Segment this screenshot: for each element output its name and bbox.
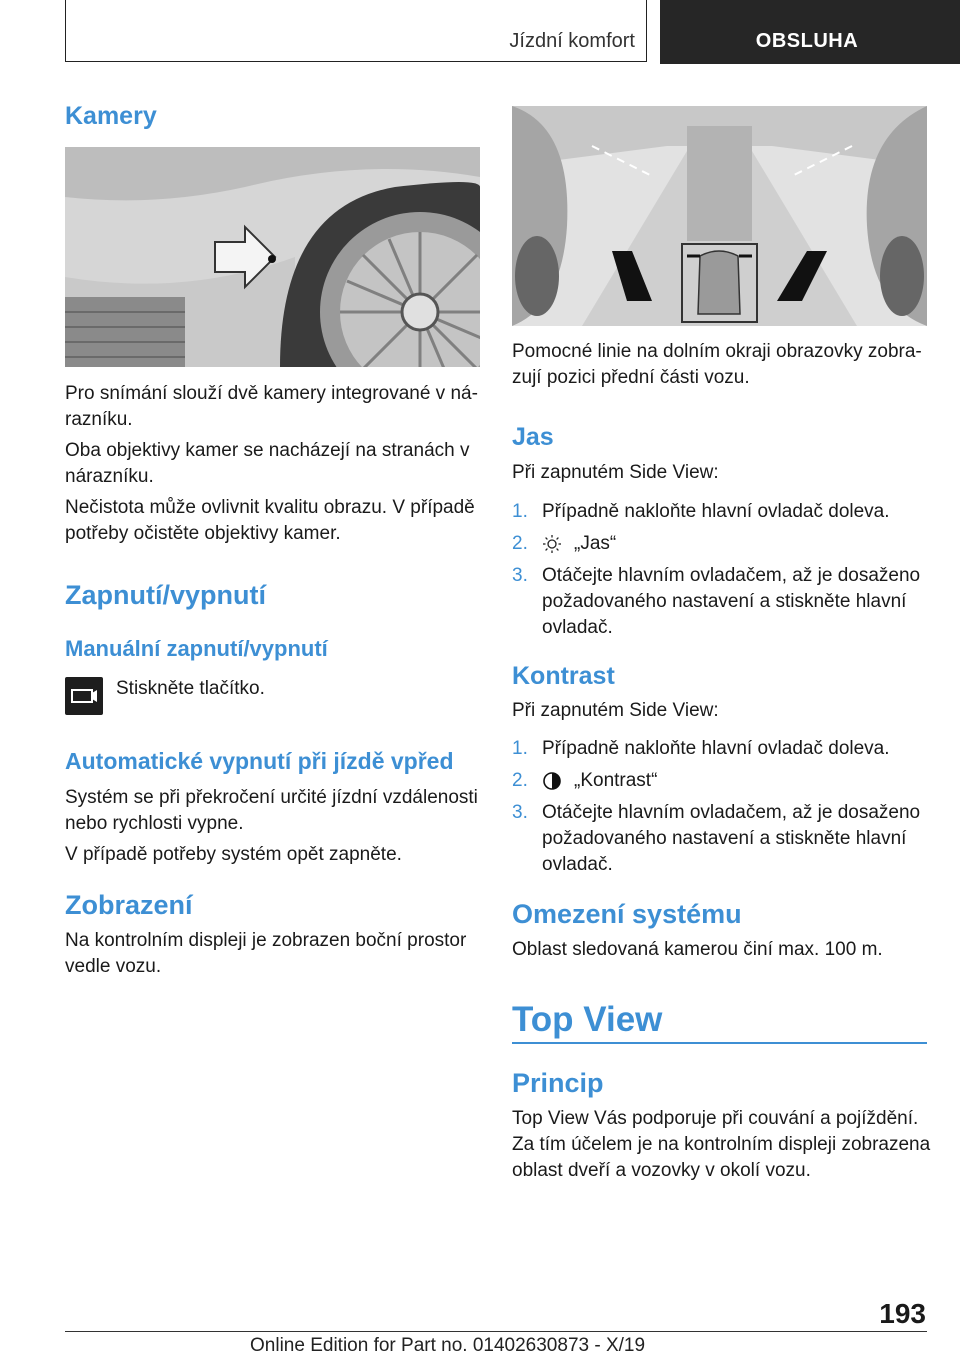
topview-rule xyxy=(512,1042,927,1044)
auto-paragraph-2: V případě potřeby systém opět zapněte. xyxy=(65,844,402,865)
step-text-a: Otáčejte hlavním ovladačem, až je dosaženo xyxy=(542,802,921,823)
onoff-heading: Zapnutí/vypnutí xyxy=(65,580,266,610)
limits-heading: Omezení systému xyxy=(512,899,742,929)
princip-line-c: oblast dveří a vozovky v okolí vozu. xyxy=(512,1160,811,1181)
footer-rule xyxy=(65,1331,927,1332)
contrast-icon xyxy=(542,771,562,799)
cameras-paragraph-3b: potřeby očistěte objektivy kamer. xyxy=(65,523,341,544)
footer-edition: Online Edition for Part no. 01402630873 - X/19 xyxy=(250,1335,646,1356)
princip-heading: Princip xyxy=(512,1068,604,1098)
header-tab-label: OBSLUHA xyxy=(755,30,859,52)
cameras-paragraph-1a: Pro snímání slouží dvě kamery integrované v ná- xyxy=(65,383,478,404)
bumper-camera-illustration xyxy=(65,147,480,367)
cameras-paragraph-3a: Nečistota může ovlivnit kvalitu obrazu. V případě xyxy=(65,497,475,518)
jas-heading-wrap xyxy=(512,423,554,452)
jas-step-3-line-c: ovladač. xyxy=(542,617,613,638)
step-number: 1. xyxy=(512,738,528,759)
step-number: 2. xyxy=(512,770,528,791)
cameras-title xyxy=(65,102,157,131)
topview-heading: Top View xyxy=(512,1000,663,1039)
jas-heading: Jas xyxy=(512,423,554,451)
display-paragraph-a: Na kontrolním displeji je zobrazen boční prostor xyxy=(65,930,467,951)
manual-text: Stiskněte tlačítko. xyxy=(116,678,265,699)
step-text: „Kontrast“ xyxy=(574,770,658,791)
bumper-camera-image xyxy=(65,147,480,367)
step-number: 3. xyxy=(512,565,528,586)
princip-line-a: Top View Vás podporuje při couvání a pojíždění. xyxy=(512,1108,919,1129)
jas-step-3-line-b: požadovaného nastavení a stiskněte hlavní xyxy=(542,591,907,612)
auto-off-heading: Automatické vypnutí při jízdě vpřed xyxy=(65,748,454,774)
step-number: 1. xyxy=(512,501,528,522)
manual-heading: Manuální zapnutí/vypnutí xyxy=(65,636,328,661)
auto-paragraph-1a: Systém se při překročení určité jízdní vzdálenosti xyxy=(65,787,478,808)
kontrast-heading: Kontrast xyxy=(512,662,615,690)
kontrast-step-3-line-c: ovladač. xyxy=(542,854,613,875)
kontrast-step-3-line-b: požadovaného nastavení a stiskněte hlavní xyxy=(542,828,907,849)
cameras-heading: Kamery xyxy=(65,102,157,130)
step-number: 2. xyxy=(512,533,528,554)
side-view-caption-b: zují pozici přední části vozu. xyxy=(512,367,750,388)
display-heading: Zobrazení xyxy=(65,890,193,920)
step-text: Případně nakloňte hlavní ovladač doleva. xyxy=(542,738,890,759)
side-view-caption-a: Pomocné linie na dolním okraji obrazovky zobra- xyxy=(512,341,922,362)
kontrast-intro: Při zapnutém Side View: xyxy=(512,700,719,721)
step-text: „Jas“ xyxy=(574,533,617,554)
princip-line-b: Za tím účelem je na kontrolním displeji zobrazena xyxy=(512,1134,931,1155)
sun-icon xyxy=(542,534,562,562)
limits-text: Oblast sledovaná kamerou činí max. 100 m. xyxy=(512,939,883,960)
cameras-paragraph-2a: Oba objektivy kamer se nacházejí na stranách v xyxy=(65,440,470,461)
step-text-a: Otáčejte hlavním ovladačem, až je dosaženo xyxy=(542,565,921,586)
side-view-image xyxy=(512,106,927,326)
step-text: Případně nakloňte hlavní ovladač doleva. xyxy=(542,501,890,522)
cameras-paragraph-1b: razníku. xyxy=(65,409,133,430)
cameras-paragraph-2b: nárazníku. xyxy=(65,466,154,487)
auto-paragraph-1b: nebo rychlosti vypne. xyxy=(65,813,244,834)
page-number: 193 xyxy=(879,1298,926,1329)
jas-intro: Při zapnutém Side View: xyxy=(512,462,719,483)
step-number: 3. xyxy=(512,802,528,823)
camera-button-icon xyxy=(65,677,103,715)
side-view-illustration xyxy=(512,106,927,326)
kontrast-heading-wrap xyxy=(512,662,615,691)
display-paragraph-b: vedle vozu. xyxy=(65,956,162,977)
header-section-title: Jízdní komfort xyxy=(509,30,635,52)
